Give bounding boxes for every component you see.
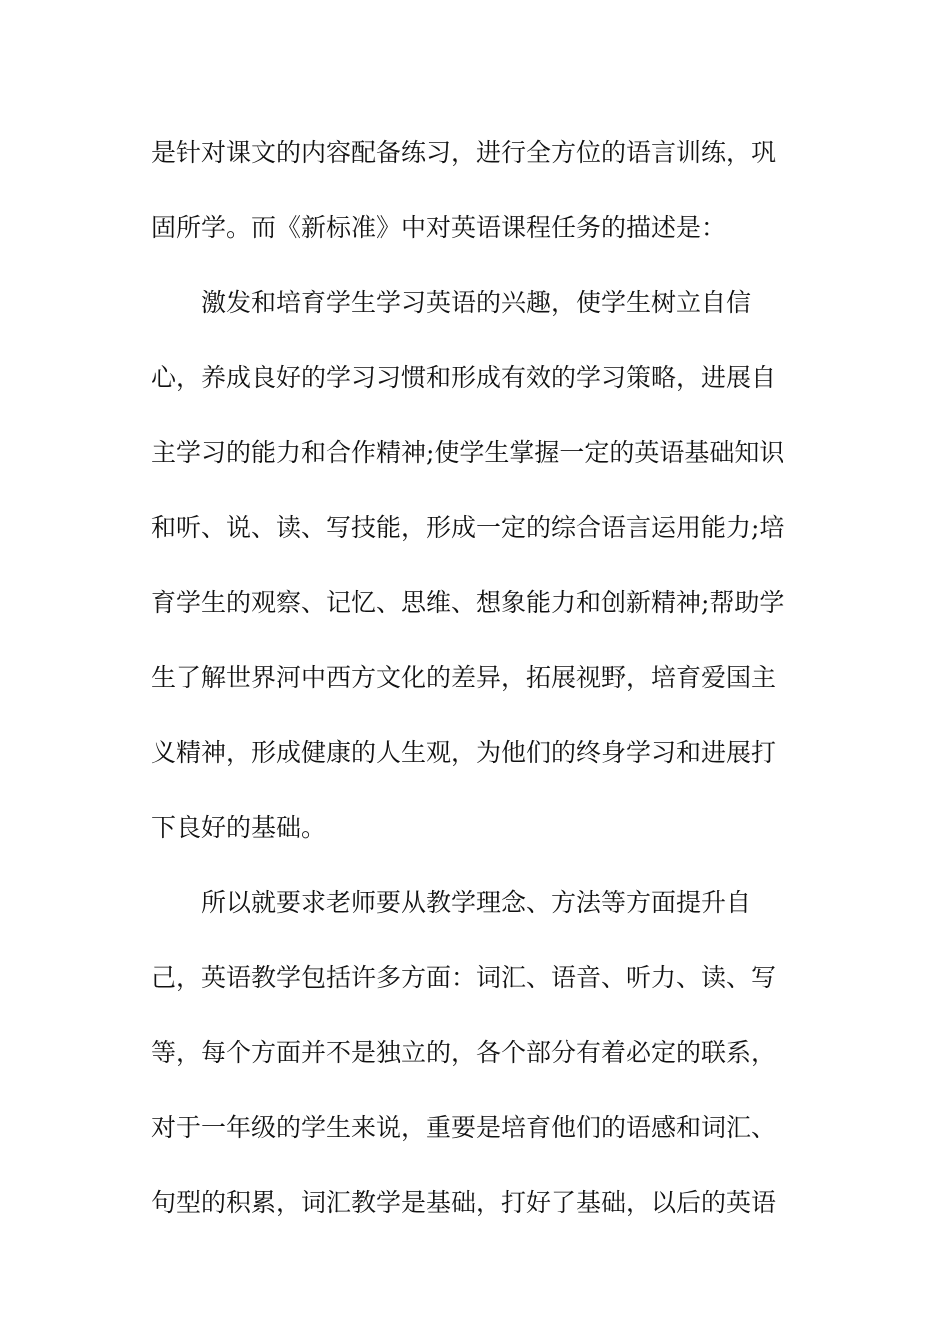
paragraph-first-line: 激发和培育学生学习英语的兴趣，使学生树立自信	[201, 288, 752, 317]
text-line: 等，每个方面并不是独立的，各个部分有着必定的联系，	[151, 1038, 777, 1067]
text-line: 对于一年级的学生来说，重要是培育他们的语感和词汇、	[151, 1113, 777, 1142]
text-line: 固所学。而《新标准》中对英语课程任务的描述是：	[151, 213, 727, 242]
text-line: 句型的积累，词汇教学是基础，打好了基础，以后的英语	[151, 1188, 777, 1217]
text-line: 主学习的能力和合作精神;使学生掌握一定的英语基础知识	[151, 438, 785, 467]
text-line: 义精神，形成健康的人生观，为他们的终身学习和进展打	[151, 738, 777, 767]
text-line: 生了解世界河中西方文化的差异，拓展视野，培育爱国主	[151, 663, 777, 692]
text-line: 和听、说、读、写技能，形成一定的综合语言运用能力;培	[151, 513, 785, 542]
document-body	[151, 131, 811, 1256]
text-line: 己，英语教学包括许多方面：词汇、语音、听力、读、写	[151, 963, 777, 992]
paragraph-first-line: 所以就要求老师要从教学理念、方法等方面提升自	[201, 888, 752, 917]
text-line: 育学生的观察、记忆、思维、想象能力和创新精神;帮助学	[151, 588, 785, 617]
text-line: 下良好的基础。	[151, 813, 327, 842]
text-line: 是针对课文的内容配备练习，进行全方位的语言训练，巩	[151, 138, 777, 167]
text-line: 心，养成良好的学习习惯和形成有效的学习策略，进展自	[151, 363, 777, 392]
